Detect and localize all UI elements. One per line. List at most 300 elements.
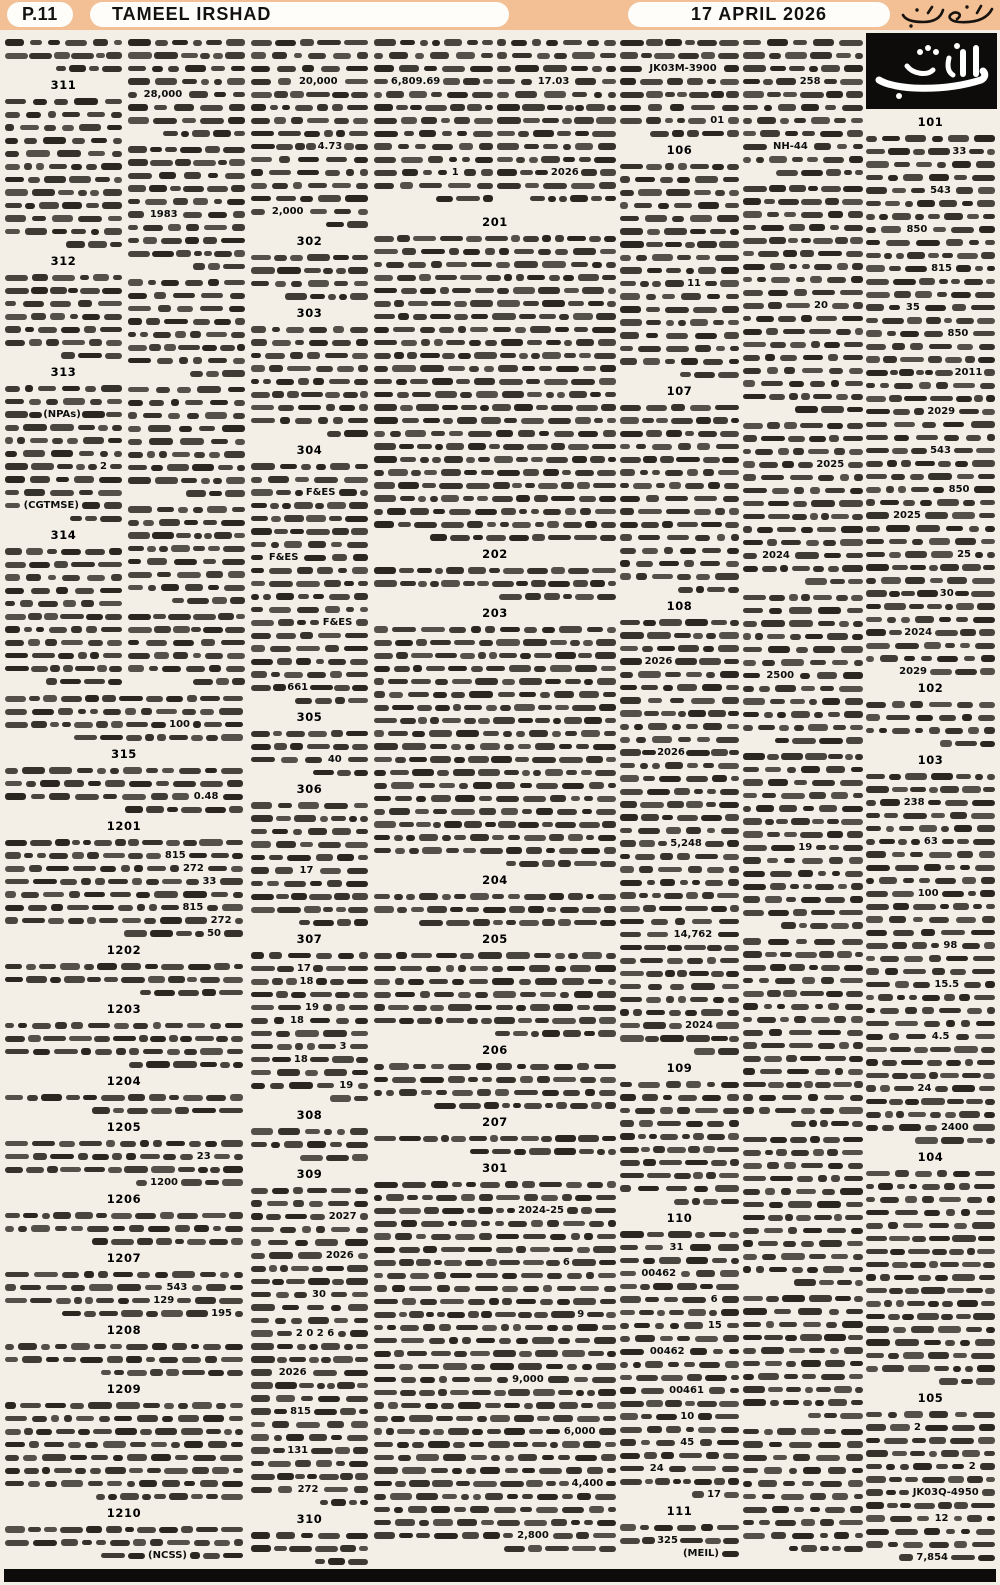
word-glyph	[187, 598, 209, 604]
word-glyph	[620, 202, 628, 209]
word-glyph	[659, 776, 681, 782]
word-glyph	[743, 871, 765, 877]
word-glyph	[762, 793, 776, 798]
word-glyph	[577, 482, 590, 489]
word-glyph	[444, 39, 462, 46]
word-glyph	[61, 696, 82, 702]
text-line	[374, 903, 616, 916]
word-glyph	[827, 1149, 838, 1156]
word-glyph	[374, 1273, 383, 1278]
word-glyph	[202, 345, 217, 351]
text-line	[251, 1125, 368, 1138]
word-glyph	[501, 339, 523, 346]
word-glyph	[94, 840, 112, 846]
word-glyph	[537, 1416, 550, 1421]
word-glyph	[553, 1004, 573, 1011]
word-glyph	[487, 522, 496, 527]
word-glyph	[834, 1016, 846, 1023]
word-glyph	[309, 1201, 323, 1207]
word-glyph	[399, 444, 414, 449]
word-glyph	[836, 595, 848, 601]
word-glyph	[665, 92, 675, 97]
word-glyph	[36, 627, 44, 632]
word-glyph	[5, 1284, 16, 1291]
word-glyph	[318, 195, 341, 202]
word-glyph	[695, 345, 711, 352]
word-glyph	[434, 1260, 442, 1265]
word-glyph	[435, 391, 457, 398]
word-glyph	[457, 417, 477, 424]
word-glyph	[454, 314, 468, 320]
word-glyph	[166, 1141, 185, 1146]
word-glyph	[251, 966, 275, 971]
word-glyph	[535, 522, 544, 527]
text-line	[620, 655, 739, 668]
word-glyph	[208, 1370, 224, 1376]
word-glyph	[135, 1213, 156, 1219]
word-glyph	[825, 1507, 845, 1513]
text-line	[743, 643, 863, 656]
word-glyph	[633, 1009, 642, 1016]
word-glyph	[228, 387, 245, 392]
word-glyph	[483, 195, 493, 202]
section-number: 304	[296, 443, 323, 457]
body-text-paragraph	[5, 382, 122, 525]
word-glyph	[222, 1179, 243, 1186]
word-glyph	[839, 1107, 863, 1114]
date-badge	[628, 2, 890, 27]
word-glyph	[743, 725, 753, 731]
word-glyph	[408, 301, 428, 306]
section-number: 313	[50, 365, 77, 379]
word-glyph	[767, 858, 778, 863]
section-number: 203	[482, 606, 508, 620]
word-glyph	[432, 144, 453, 150]
text-line	[251, 1040, 368, 1053]
word-glyph	[284, 515, 304, 522]
word-glyph	[743, 1003, 758, 1010]
word-glyph	[764, 1335, 783, 1340]
word-glyph	[92, 1154, 109, 1160]
word-glyph	[669, 1466, 686, 1472]
word-glyph	[599, 378, 616, 385]
word-glyph	[356, 183, 368, 189]
word-glyph	[275, 867, 293, 874]
word-glyph	[730, 346, 739, 351]
section-number: 106	[666, 143, 693, 157]
word-glyph	[539, 431, 549, 436]
word-glyph	[677, 815, 698, 821]
word-glyph	[597, 1234, 616, 1239]
word-glyph	[956, 187, 973, 194]
text-line	[620, 954, 739, 967]
word-glyph	[800, 1056, 821, 1061]
word-glyph	[409, 1286, 432, 1291]
word-glyph	[556, 1102, 567, 1109]
word-glyph	[61, 327, 80, 333]
word-glyph	[128, 293, 147, 299]
word-glyph	[759, 686, 770, 692]
word-glyph	[711, 1036, 728, 1041]
word-glyph	[620, 1427, 642, 1433]
word-glyph	[755, 633, 763, 640]
word-glyph	[118, 905, 133, 911]
word-glyph	[269, 855, 283, 860]
text-line	[743, 682, 863, 695]
text-line	[251, 1542, 368, 1555]
word-glyph	[480, 848, 503, 854]
word-glyph	[82, 314, 100, 320]
word-glyph	[452, 288, 471, 293]
word-glyph	[719, 40, 739, 46]
word-glyph	[452, 1468, 462, 1474]
word-glyph	[574, 535, 597, 540]
word-glyph	[815, 884, 834, 890]
word-glyph	[824, 342, 840, 348]
inline-figure: 18	[299, 976, 314, 987]
word-glyph	[251, 281, 269, 286]
word-glyph	[251, 1447, 270, 1454]
word-glyph	[789, 185, 806, 192]
word-glyph	[803, 1322, 821, 1327]
text-line	[620, 414, 739, 427]
word-glyph	[463, 581, 475, 586]
word-glyph	[477, 496, 488, 501]
word-glyph	[794, 289, 807, 296]
word-glyph	[473, 1481, 497, 1487]
word-glyph	[203, 1415, 224, 1422]
word-glyph	[818, 871, 826, 876]
word-glyph	[315, 1559, 325, 1564]
word-glyph	[93, 39, 108, 46]
word-glyph	[456, 52, 475, 59]
word-glyph	[89, 1284, 113, 1291]
word-glyph	[594, 92, 602, 98]
word-glyph	[743, 1429, 759, 1434]
word-glyph	[231, 185, 245, 192]
word-glyph	[411, 653, 433, 658]
word-glyph	[251, 418, 275, 423]
text-line	[497, 75, 616, 88]
word-glyph	[801, 594, 810, 601]
text-line	[5, 731, 243, 744]
word-glyph	[101, 627, 122, 632]
word-glyph	[702, 1095, 721, 1101]
word-glyph	[251, 607, 263, 612]
word-glyph	[548, 581, 570, 587]
masthead-calligraphy-icon	[897, 1, 997, 29]
word-glyph	[430, 581, 439, 587]
word-glyph	[307, 352, 320, 359]
word-glyph	[208, 1441, 227, 1448]
word-glyph	[529, 965, 550, 972]
word-glyph	[620, 1023, 640, 1028]
word-glyph	[981, 252, 995, 259]
word-glyph	[58, 708, 73, 715]
word-glyph	[286, 978, 297, 985]
word-glyph	[305, 757, 322, 763]
word-glyph	[149, 1094, 166, 1101]
word-glyph	[114, 1416, 132, 1421]
text-line	[374, 701, 616, 714]
word-glyph	[532, 1442, 547, 1447]
word-glyph	[594, 1064, 616, 1069]
word-glyph	[25, 385, 33, 392]
word-glyph	[743, 1374, 754, 1380]
word-glyph	[251, 1083, 265, 1089]
word-glyph	[374, 1351, 391, 1357]
word-glyph	[126, 1344, 148, 1350]
word-glyph	[454, 1286, 470, 1292]
word-glyph	[205, 807, 226, 813]
word-glyph	[324, 130, 333, 137]
word-glyph	[881, 226, 901, 233]
word-glyph	[5, 588, 24, 594]
word-glyph	[520, 992, 536, 997]
word-glyph	[98, 490, 122, 496]
word-glyph	[446, 262, 467, 267]
text-line	[5, 764, 243, 777]
word-glyph	[553, 718, 561, 724]
text-line	[866, 236, 995, 249]
word-glyph	[599, 704, 616, 711]
text-line	[620, 720, 739, 733]
word-glyph	[599, 1428, 616, 1435]
word-glyph	[743, 1228, 759, 1234]
word-glyph	[826, 766, 845, 773]
word-glyph	[813, 646, 835, 653]
word-glyph	[251, 952, 264, 959]
word-glyph	[24, 627, 32, 632]
section-number: 204	[482, 873, 508, 887]
word-glyph	[804, 1081, 813, 1088]
word-glyph	[354, 1096, 368, 1101]
body-text-paragraph	[743, 935, 863, 1130]
text-line	[128, 49, 245, 62]
word-glyph	[277, 966, 294, 972]
word-glyph	[279, 156, 290, 163]
word-glyph	[792, 738, 816, 744]
text-line	[620, 1462, 739, 1475]
word-glyph	[193, 614, 216, 620]
word-glyph	[20, 125, 39, 130]
word-glyph	[640, 958, 663, 963]
word-glyph	[374, 1390, 397, 1395]
word-glyph	[229, 104, 245, 111]
text-line	[743, 1409, 863, 1422]
word-glyph	[969, 240, 979, 245]
word-glyph	[686, 672, 702, 677]
word-glyph	[788, 1227, 797, 1234]
word-glyph	[220, 1455, 243, 1461]
word-glyph	[581, 1207, 592, 1214]
text-line	[374, 1412, 616, 1425]
word-glyph	[286, 327, 304, 333]
text-line	[374, 245, 616, 258]
word-glyph	[128, 546, 144, 551]
word-glyph	[844, 965, 863, 971]
word-glyph	[31, 313, 46, 320]
word-glyph	[200, 1048, 223, 1055]
word-glyph	[588, 1351, 604, 1356]
word-glyph	[658, 841, 667, 846]
text-line	[374, 1490, 616, 1503]
word-glyph	[295, 418, 312, 424]
word-glyph	[570, 195, 588, 202]
word-glyph	[128, 358, 151, 363]
news-column-col-g	[743, 36, 863, 1558]
word-glyph	[743, 621, 757, 627]
word-glyph	[820, 1120, 828, 1127]
text-line	[743, 750, 863, 763]
word-glyph	[543, 183, 567, 189]
word-glyph	[305, 1129, 320, 1134]
text-line	[5, 1425, 243, 1438]
word-glyph	[606, 1312, 616, 1318]
word-glyph	[233, 413, 245, 419]
text-line	[743, 377, 863, 390]
word-glyph	[310, 1214, 325, 1220]
word-glyph	[421, 1221, 444, 1227]
word-glyph	[767, 832, 780, 837]
word-glyph	[520, 653, 531, 659]
word-glyph	[765, 767, 781, 772]
word-glyph	[542, 352, 561, 359]
word-glyph	[251, 92, 272, 98]
word-glyph	[642, 1537, 655, 1544]
word-glyph	[222, 904, 243, 911]
word-glyph	[790, 884, 799, 889]
text-line	[620, 811, 739, 824]
word-glyph	[634, 203, 652, 208]
text-line	[620, 570, 739, 583]
word-glyph	[593, 1533, 616, 1538]
word-glyph	[206, 371, 219, 377]
word-glyph	[497, 39, 506, 46]
word-glyph	[674, 1173, 691, 1179]
word-glyph	[49, 767, 72, 774]
word-glyph	[823, 1137, 840, 1143]
word-glyph	[776, 78, 796, 85]
word-glyph	[5, 340, 25, 346]
word-glyph	[685, 431, 694, 436]
word-glyph	[395, 978, 404, 985]
word-glyph	[743, 264, 765, 270]
word-glyph	[251, 1343, 274, 1350]
word-glyph	[354, 157, 368, 163]
word-glyph	[677, 1525, 696, 1531]
masthead-urdu-text	[0, 0, 1, 1]
body-text-paragraph	[743, 1425, 863, 1555]
word-glyph	[672, 216, 684, 222]
word-glyph	[360, 391, 368, 398]
word-glyph	[888, 175, 898, 181]
word-glyph	[175, 1455, 188, 1460]
word-glyph	[251, 633, 271, 639]
word-glyph	[433, 822, 441, 828]
word-glyph	[298, 378, 309, 385]
word-glyph	[854, 1081, 863, 1088]
word-glyph	[178, 1415, 199, 1422]
word-glyph	[308, 731, 327, 737]
word-glyph	[563, 144, 571, 150]
word-glyph	[374, 1182, 398, 1188]
word-glyph	[116, 1402, 140, 1409]
word-glyph	[329, 379, 350, 384]
word-glyph	[789, 381, 804, 387]
word-glyph	[497, 117, 521, 124]
word-glyph	[181, 131, 189, 137]
word-glyph	[785, 1214, 793, 1221]
word-glyph	[30, 1298, 52, 1303]
text-line	[128, 62, 245, 75]
text-line	[5, 408, 122, 421]
word-glyph	[392, 627, 416, 632]
word-glyph	[727, 1094, 739, 1101]
word-glyph	[633, 1362, 641, 1368]
text-line	[620, 1045, 739, 1058]
word-glyph	[224, 585, 245, 591]
word-glyph	[128, 532, 150, 539]
word-glyph	[499, 1260, 520, 1265]
word-glyph	[401, 1338, 424, 1343]
text-line	[251, 988, 368, 1001]
word-glyph	[467, 1018, 478, 1024]
word-glyph	[469, 1442, 484, 1447]
word-glyph	[620, 984, 641, 989]
word-glyph	[318, 417, 328, 424]
text-line	[5, 986, 243, 999]
word-glyph	[563, 594, 572, 599]
word-glyph	[524, 1403, 533, 1409]
text-line	[374, 662, 616, 675]
text-line	[743, 403, 863, 416]
word-glyph	[646, 117, 661, 124]
word-glyph	[620, 560, 630, 567]
word-glyph	[791, 1004, 809, 1010]
body-text-paragraph	[5, 545, 122, 688]
text-line	[620, 479, 739, 492]
inline-figure: 9,000	[512, 1374, 544, 1385]
word-glyph	[497, 288, 509, 294]
word-glyph	[128, 1094, 145, 1101]
word-glyph	[721, 1309, 739, 1316]
word-glyph	[620, 496, 640, 502]
word-glyph	[770, 1400, 779, 1406]
word-glyph	[660, 853, 673, 860]
word-glyph	[726, 971, 739, 977]
word-glyph	[769, 394, 785, 400]
word-glyph	[775, 978, 795, 984]
word-glyph	[128, 318, 142, 325]
word-glyph	[786, 1055, 797, 1062]
section-number: 315	[111, 747, 137, 761]
word-glyph	[563, 40, 582, 45]
word-glyph	[607, 301, 616, 307]
word-glyph	[608, 457, 616, 462]
word-glyph	[835, 237, 848, 244]
body-text-paragraph	[251, 799, 368, 929]
word-glyph	[608, 783, 616, 788]
word-glyph	[416, 1533, 430, 1538]
word-glyph	[229, 159, 245, 166]
word-glyph	[743, 1189, 760, 1195]
word-glyph	[315, 698, 332, 704]
inline-figure: JK03M-3900	[649, 63, 717, 74]
word-glyph	[192, 464, 214, 471]
word-glyph	[41, 1344, 50, 1350]
word-glyph	[505, 1455, 514, 1461]
